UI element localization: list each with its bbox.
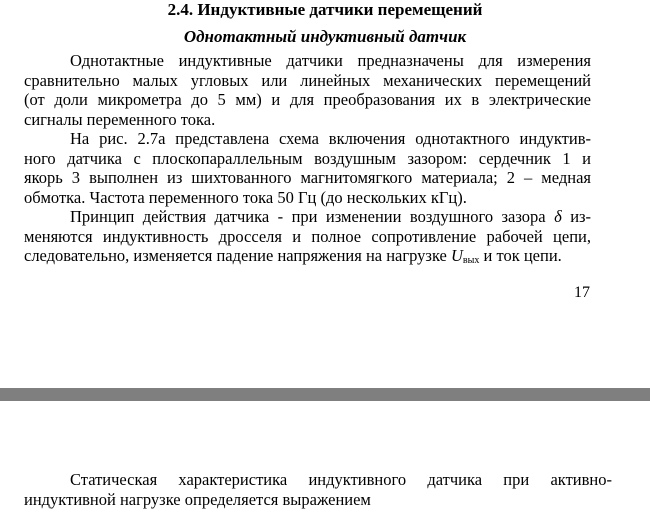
paragraph-2	[24, 129, 591, 207]
section-title: 2.4. Индуктивные датчики перемещений	[167, 0, 483, 19]
paragraph-3	[24, 207, 591, 271]
paragraph-line	[24, 207, 591, 227]
text-run: следовательно, изменяется падение напряжения на нагрузке	[24, 246, 447, 266]
paragraph-line: сравнительно малых угловых или линейных механических перемещений	[24, 70, 591, 90]
text-run: Принцип действия датчика - при изменении воздушного зазора	[70, 207, 546, 226]
voltage-symbol: U	[451, 246, 463, 266]
text-run: и ток цепи.	[483, 246, 562, 266]
paragraph-1	[24, 51, 591, 129]
paragraph-line: обмотка. Частота переменного тока 50 Гц (до нескольких кГц).	[24, 187, 467, 207]
paragraph-line: (от доли микрометра до 5 мм) и для преобразования их в электрические	[24, 90, 591, 110]
paragraph-line: сигналы переменного тока.	[24, 109, 216, 129]
subsection-title: Однотактный индуктивный датчик	[183, 27, 467, 46]
paragraph-line: якорь 3 выполнен из шихтованного магнитомягкого материала; 2 – медная	[24, 168, 591, 188]
next-page-paragraph	[24, 470, 612, 509]
page-18	[0, 401, 650, 522]
paragraph-line: ного датчика с плоскопараллельным воздушным зазором: сердечник 1 и	[24, 148, 591, 168]
voltage-subscript: вых	[462, 255, 480, 267]
text-run: из-	[570, 207, 592, 226]
page-number: 17	[574, 284, 590, 301]
delta-symbol: δ	[554, 207, 562, 226]
paragraph-line: индуктивной нагрузке определяется выражением	[24, 489, 371, 509]
paragraph-line: Однотактные индуктивные датчики предназначены для измерения	[70, 51, 591, 70]
paragraph-line: Статическая характеристика индуктивного датчика при активно-	[70, 470, 612, 489]
paragraph-line: На рис. 2.7а представлена схема включения однотактного индуктив-	[70, 129, 591, 148]
page-divider	[0, 388, 650, 401]
paragraph-line	[24, 246, 591, 271]
paragraph-line: меняются индуктивность дросселя и полное сопротивление рабочей цепи,	[24, 226, 591, 246]
